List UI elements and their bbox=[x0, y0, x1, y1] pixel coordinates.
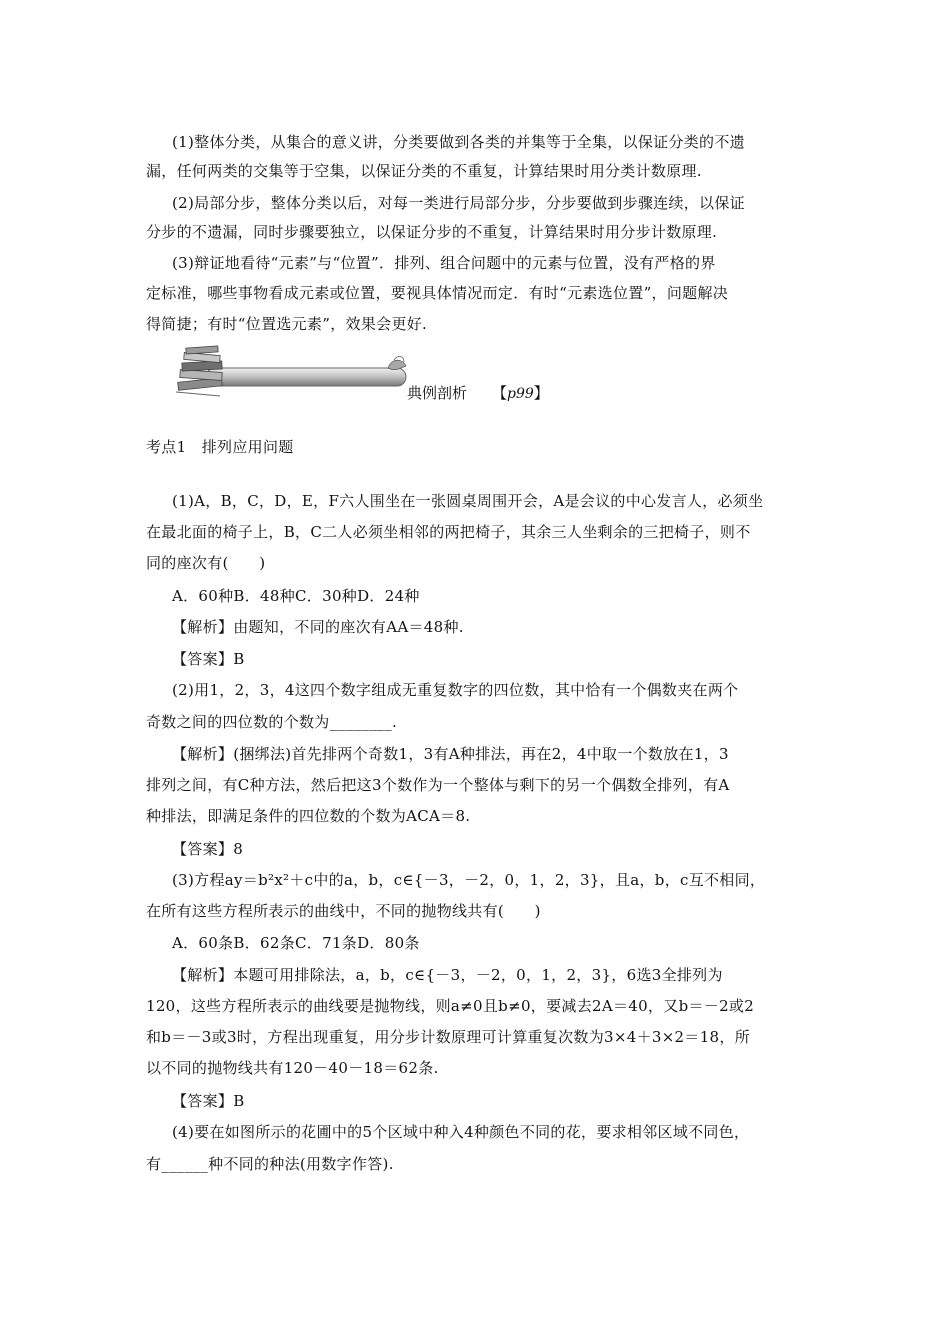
problem-3-answer: 【答案】B bbox=[172, 1092, 245, 1110]
problem-2-line-1: (2)用1，2，3，4这四个数字组成无重复数字的四位数，其中恰有一个偶数夹在两个 bbox=[172, 681, 739, 699]
problem-3-analysis-line-2: 120，这些方程所表示的曲线要是抛物线，则a≠0且b≠0，要减去2A＝40，又b＝－2或2 bbox=[146, 997, 755, 1015]
problem-3-line-1: (3)方程ay＝b²x²＋c中的a，b，c∈{－3，－2，0，1，2，3}，且a，b，c互不相同， bbox=[172, 871, 766, 889]
section-label: 典例剖析 bbox=[407, 384, 468, 402]
problem-1-line-3: 同的座次有( ) bbox=[146, 554, 266, 572]
problem-3-options: A．60条B．62条C．71条D．80条 bbox=[172, 934, 420, 952]
problem-1-line-2: 在最北面的椅子上，B，C二人必须坐相邻的两把椅子，其余三人坐剩余的三把椅子，则不 bbox=[146, 523, 751, 541]
problem-1-analysis: 【解析】由题知，不同的座次有AA＝48种. bbox=[172, 618, 464, 636]
page-reference: 【p99】 bbox=[492, 384, 549, 402]
principle-2-line-1: (2)局部分步，整体分类以后，对每一类进行局部分步，分步要做到步骤连续，以保证 bbox=[172, 194, 745, 212]
problem-1-options: A．60种B．48种C．30种D．24种 bbox=[172, 587, 420, 605]
principle-2-line-2: 分步的不遗漏，同时步骤要独立，以保证分步的不重复，计算结果时用分步计数原理. bbox=[146, 223, 718, 241]
problem-3-analysis-line-3: 和b＝－3或3时，方程出现重复，用分步计数原理可计算重复次数为3×4＋3×2＝18，所 bbox=[146, 1028, 750, 1046]
problem-2-answer: 【答案】8 bbox=[172, 840, 244, 858]
principle-1-line-1: (1)整体分类，从集合的意义讲，分类要做到各类的并集等于全集，以保证分类的不遗 bbox=[172, 133, 745, 151]
problem-2-analysis-line-2: 排列之间，有C种方法，然后把这3个数作为一个整体与剩下的另一个偶数全排列，有A bbox=[146, 776, 730, 794]
problem-2-line-2: 奇数之间的四位数的个数为________. bbox=[146, 713, 398, 731]
problem-4-line-2: 有______种不同的种法(用数字作答). bbox=[146, 1155, 394, 1173]
problem-2-analysis-line-3: 种排法，即满足条件的四位数的个数为ACA＝8. bbox=[146, 807, 471, 825]
topic-heading: 考点1 排列应用问题 bbox=[146, 438, 294, 456]
principle-3-line-1: (3)辩证地看待“元素”与“位置”．排列、组合问题中的元素与位置，没有严格的界 bbox=[172, 254, 716, 272]
problem-2-analysis-line-1: 【解析】(捆绑法)首先排两个奇数1，3有A种排法，再在2，4中取一个数放在1，3 bbox=[172, 745, 729, 763]
problem-3-analysis-line-1: 【解析】本题可用排除法，a，b，c∈{－3，－2，0，1，2，3}，6选3全排列为 bbox=[172, 966, 723, 984]
problem-3-line-2: 在所有这些方程所表示的曲线中，不同的抛物线共有( ) bbox=[146, 902, 541, 920]
principle-3-line-3: 得简捷；有时“位置选元素”，效果会更好. bbox=[146, 315, 428, 333]
problem-4-line-1: (4)要在如图所示的花圃中的5个区域中种入4种颜色不同的花，要求相邻区域不同色， bbox=[172, 1123, 750, 1141]
problem-3-analysis-line-4: 以不同的抛物线共有120－40－18＝62条. bbox=[146, 1059, 439, 1077]
principle-3-line-2: 定标准，哪些事物看成元素或位置，要视具体情况而定．有时“元素选位置”，问题解决 bbox=[146, 284, 729, 302]
problem-1-answer: 【答案】B bbox=[172, 650, 245, 668]
problem-1-line-1: (1)A，B，C，D，E，F六人围坐在一张圆桌周围开会，A是会议的中心发言人，必须坐 bbox=[172, 492, 764, 510]
principle-1-line-2: 漏，任何两类的交集等于空集，以保证分类的不重复，计算结果时用分类计数原理. bbox=[146, 162, 702, 180]
